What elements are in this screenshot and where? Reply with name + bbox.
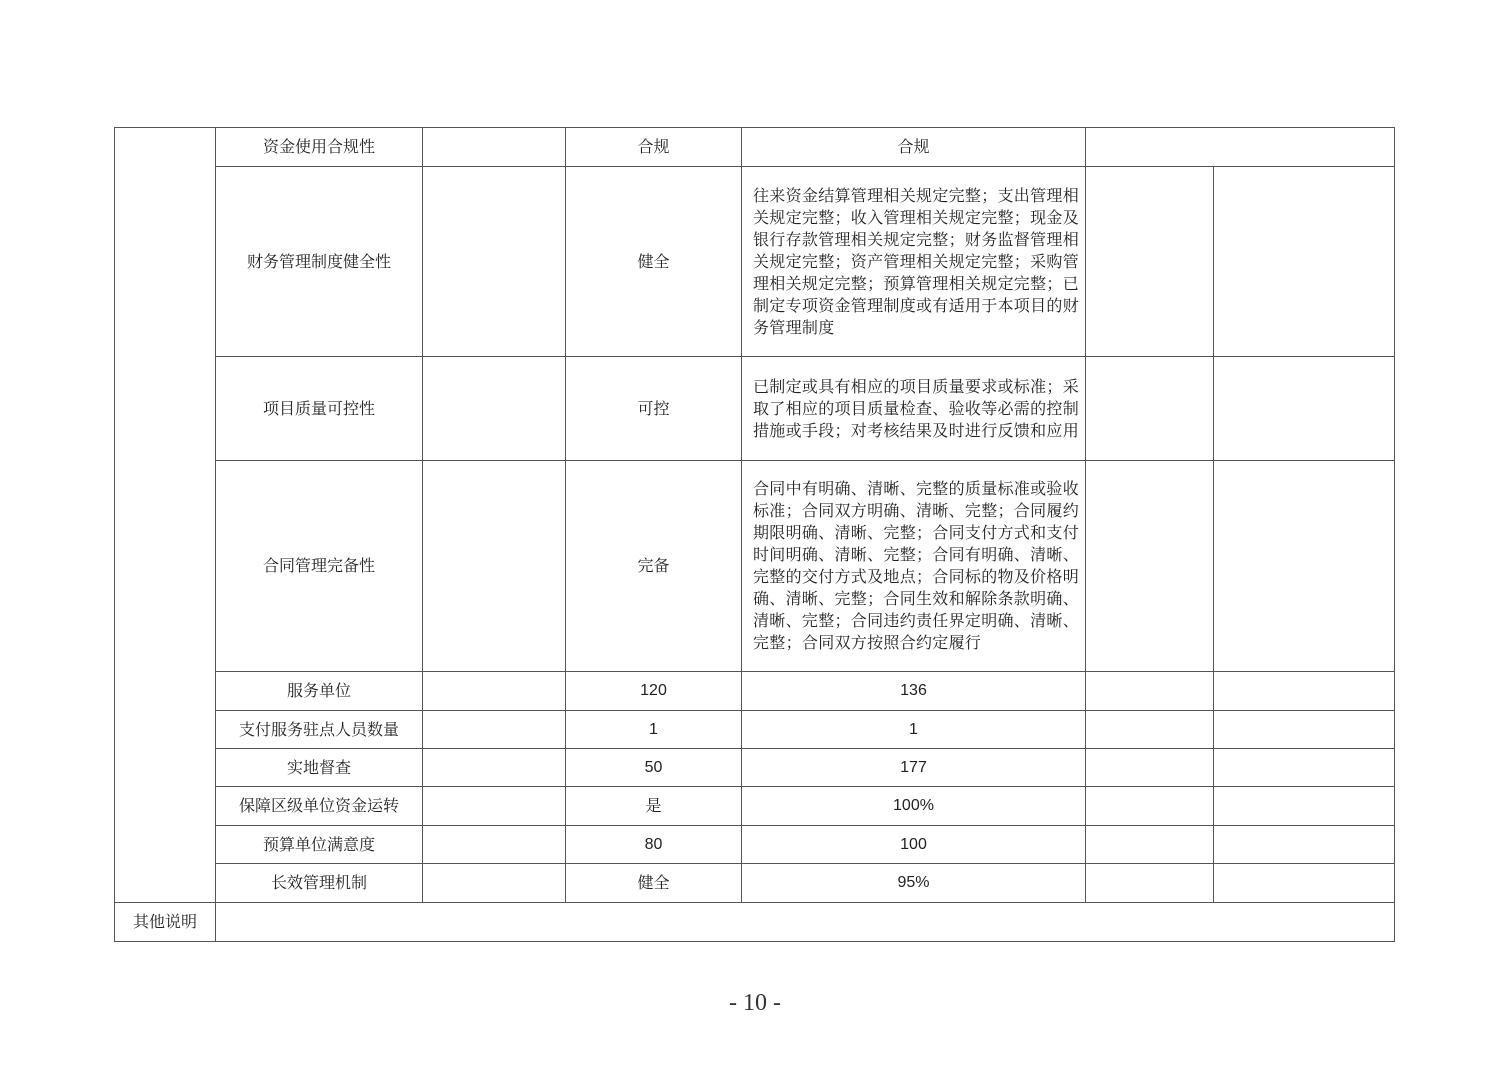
actual-value: 177	[742, 749, 1086, 787]
actual-value: 100	[742, 826, 1086, 864]
actual-value: 1	[742, 711, 1086, 749]
table-row	[115, 749, 1395, 787]
indicator-col2	[423, 864, 566, 903]
indicator-col2	[423, 826, 566, 864]
score-cell	[1086, 864, 1214, 903]
target-value: 50	[566, 749, 742, 787]
table-row	[115, 357, 1395, 461]
indicator-name: 预算单位满意度	[216, 826, 423, 864]
score-cell	[1086, 787, 1214, 826]
target-value: 可控	[566, 357, 742, 461]
actual-value: 合同中有明确、清晰、完整的质量标准或验收标准；合同双方明确、清晰、完整；合同履约期限明确、清晰、完整；合同支付方式和支付时间明确、清晰、完整；合同有明确、清晰、完整的交付方式及地点；合同标的物及价格明确、清晰、完整；合同生效和解除条款明确、清晰、完整；合同违约责任界定明确、清晰、完整；合同双方按照合约定履行	[742, 461, 1086, 672]
note-cell	[1214, 357, 1395, 461]
indicator-col2	[423, 749, 566, 787]
indicator-name: 财务管理制度健全性	[216, 167, 423, 357]
note-cell	[1214, 826, 1395, 864]
indicator-col2	[423, 128, 566, 167]
indicator-name: 合同管理完备性	[216, 461, 423, 672]
indicator-name: 保障区级单位资金运转	[216, 787, 423, 826]
indicator-col2	[423, 167, 566, 357]
score-cell	[1086, 128, 1395, 167]
actual-value: 95%	[742, 864, 1086, 903]
indicator-name: 支付服务驻点人员数量	[216, 711, 423, 749]
target-value: 健全	[566, 864, 742, 903]
note-cell	[1214, 672, 1395, 711]
table-row	[115, 711, 1395, 749]
score-cell	[1086, 749, 1214, 787]
table-row	[115, 672, 1395, 711]
indicator-name: 实地督查	[216, 749, 423, 787]
target-value: 健全	[566, 167, 742, 357]
score-cell	[1086, 461, 1214, 672]
note-cell	[1214, 787, 1395, 826]
indicator-col2	[423, 672, 566, 711]
table-row	[115, 167, 1395, 357]
category-cell	[115, 128, 216, 903]
target-value: 完备	[566, 461, 742, 672]
indicator-col2	[423, 711, 566, 749]
other-notes-value	[216, 903, 1395, 942]
note-cell	[1214, 749, 1395, 787]
indicator-name: 资金使用合规性	[216, 128, 423, 167]
other-notes-row	[115, 903, 1395, 942]
note-cell	[1214, 461, 1395, 672]
score-cell	[1086, 167, 1214, 357]
score-cell	[1086, 711, 1214, 749]
score-cell	[1086, 357, 1214, 461]
target-value: 是	[566, 787, 742, 826]
table-row	[115, 461, 1395, 672]
table-row	[115, 864, 1395, 903]
target-value: 120	[566, 672, 742, 711]
actual-value: 已制定或具有相应的项目质量要求或标准；采取了相应的项目质量检查、验收等必需的控制措施或手段；对考核结果及时进行反馈和应用	[742, 357, 1086, 461]
other-notes-label: 其他说明	[115, 903, 216, 942]
actual-value: 136	[742, 672, 1086, 711]
actual-value: 100%	[742, 787, 1086, 826]
score-cell	[1086, 672, 1214, 711]
indicator-name: 服务单位	[216, 672, 423, 711]
score-cell	[1086, 826, 1214, 864]
actual-value: 合规	[742, 128, 1086, 167]
actual-value: 往来资金结算管理相关规定完整；支出管理相关规定完整；收入管理相关规定完整；现金及银行存款管理相关规定完整；财务监督管理相关规定完整；资产管理相关规定完整；采购管理相关规定完整；预算管理相关规定完整；已制定专项资金管理制度或有适用于本项目的财务管理制度	[742, 167, 1086, 357]
table-row	[115, 826, 1395, 864]
target-value: 合规	[566, 128, 742, 167]
performance-table	[114, 127, 1395, 942]
indicator-name: 长效管理机制	[216, 864, 423, 903]
page-number: - 10 -	[729, 990, 781, 1016]
table-row	[115, 128, 1395, 167]
indicator-col2	[423, 357, 566, 461]
indicator-col2	[423, 787, 566, 826]
note-cell	[1214, 864, 1395, 903]
target-value: 1	[566, 711, 742, 749]
note-cell	[1214, 711, 1395, 749]
indicator-name: 项目质量可控性	[216, 357, 423, 461]
note-cell	[1214, 167, 1395, 357]
table-row	[115, 787, 1395, 826]
indicator-col2	[423, 461, 566, 672]
target-value: 80	[566, 826, 742, 864]
